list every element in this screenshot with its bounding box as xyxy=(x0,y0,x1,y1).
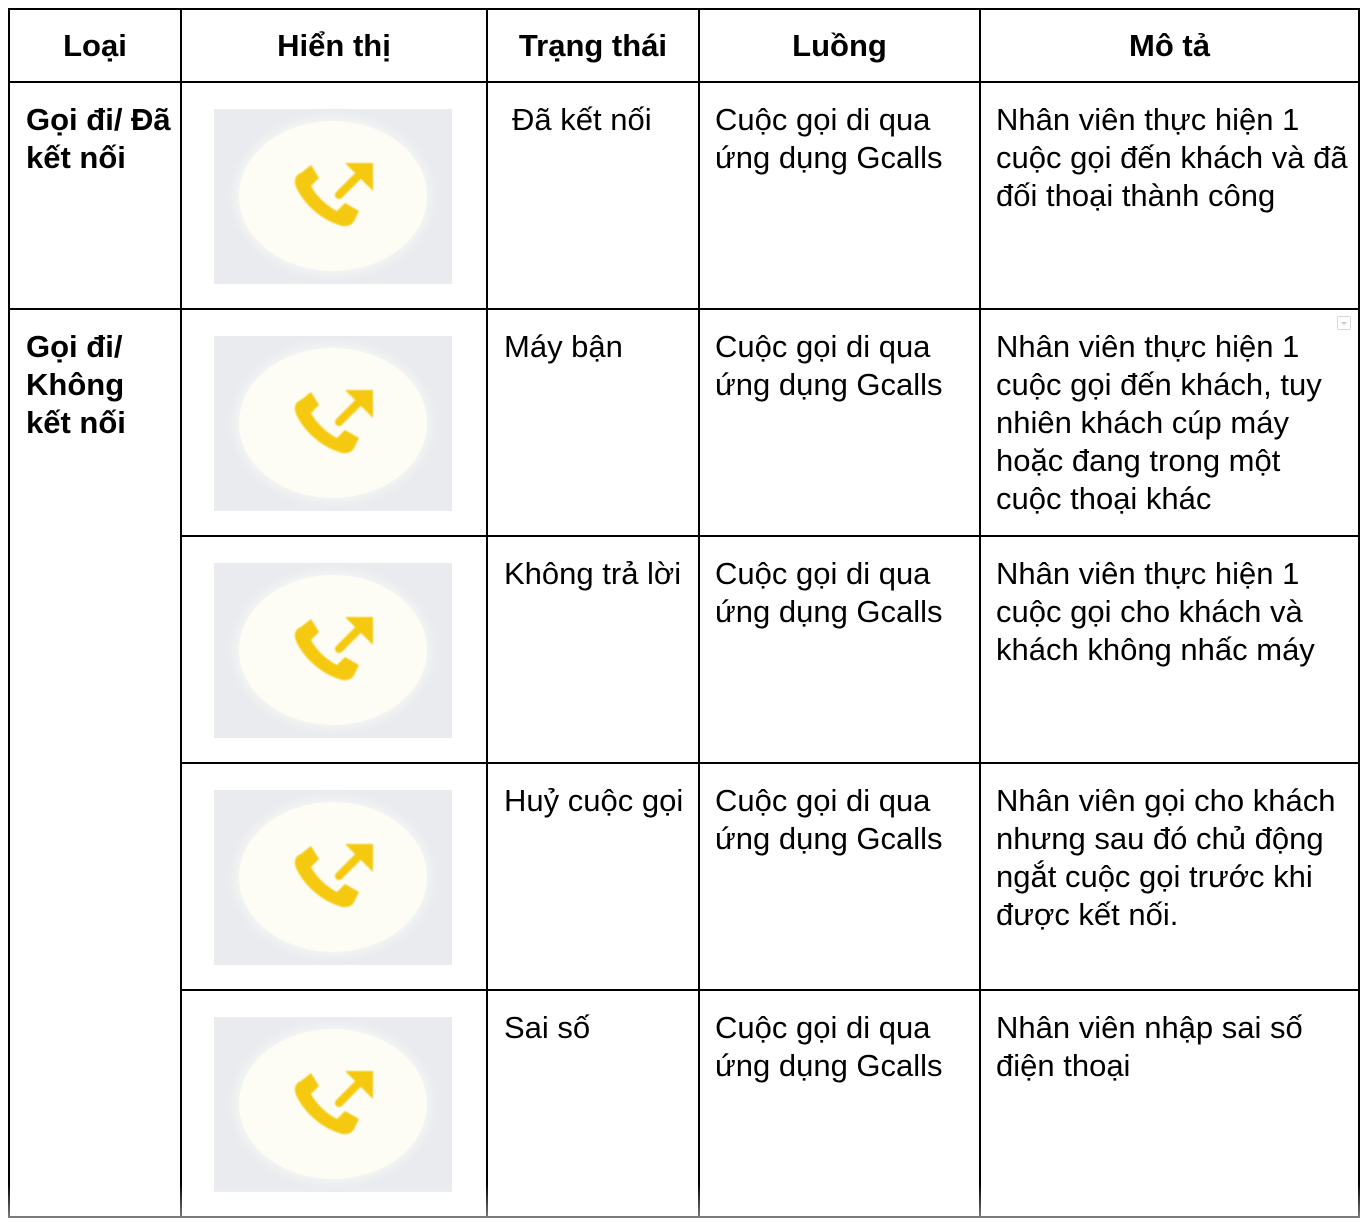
table-row xyxy=(9,309,1359,536)
icon-tile xyxy=(214,563,452,738)
icon-circle xyxy=(239,1029,427,1179)
icon-circle xyxy=(239,575,427,725)
header-display: Hiển thị xyxy=(181,9,487,82)
outgoing-call-icon xyxy=(289,159,379,233)
type-cell: Gọi đi/ Đã kết nối xyxy=(9,82,181,309)
display-cell xyxy=(181,309,487,536)
description-cell: Nhân viên gọi cho khách nhưng sau đó chủ động ngắt cuộc gọi trước khi được kết nối. xyxy=(980,763,1359,990)
header-status: Trạng thái xyxy=(487,9,699,82)
display-cell xyxy=(181,536,487,763)
header-row xyxy=(9,9,1359,82)
table-row xyxy=(9,763,1359,990)
flow-cell: Cuộc gọi di qua ứng dụng Gcalls xyxy=(699,990,980,1217)
status-cell: Huỷ cuộc gọi xyxy=(487,763,699,990)
description-cell: Nhân viên thực hiện 1 cuộc gọi đến khách và đã đối thoại thành công xyxy=(980,82,1359,309)
table-row xyxy=(9,990,1359,1217)
description-cell: Nhân viên nhập sai số điện thoại xyxy=(980,990,1359,1217)
icon-tile xyxy=(214,109,452,284)
display-cell xyxy=(181,82,487,309)
display-cell xyxy=(181,990,487,1217)
icon-tile xyxy=(214,336,452,511)
outgoing-call-icon xyxy=(289,613,379,687)
description-cell: Nhân viên thực hiện 1 cuộc gọi cho khách và khách không nhấc máy xyxy=(980,536,1359,763)
table-row xyxy=(9,536,1359,763)
status-cell: Máy bận xyxy=(487,309,699,536)
type-cell: Gọi đi/ Không kết nối xyxy=(9,309,181,1217)
cell-dropdown-marker xyxy=(1337,316,1351,330)
icon-tile xyxy=(214,790,452,965)
status-cell: Không trả lời xyxy=(487,536,699,763)
icon-circle xyxy=(239,348,427,498)
flow-cell: Cuộc gọi di qua ứng dụng Gcalls xyxy=(699,763,980,990)
flow-cell: Cuộc gọi di qua ứng dụng Gcalls xyxy=(699,536,980,763)
status-cell: Sai số xyxy=(487,990,699,1217)
table-row xyxy=(9,82,1359,309)
icon-circle xyxy=(239,121,427,271)
header-type: Loại xyxy=(9,9,181,82)
icon-circle xyxy=(239,802,427,952)
flow-cell: Cuộc gọi di qua ứng dụng Gcalls xyxy=(699,82,980,309)
flow-cell: Cuộc gọi di qua ứng dụng Gcalls xyxy=(699,309,980,536)
icon-tile xyxy=(214,1017,452,1192)
outgoing-call-icon xyxy=(289,386,379,460)
display-cell xyxy=(181,763,487,990)
header-description: Mô tả xyxy=(980,9,1359,82)
call-status-table xyxy=(8,8,1360,1218)
header-flow: Luồng xyxy=(699,9,980,82)
outgoing-call-icon xyxy=(289,840,379,914)
outgoing-call-icon xyxy=(289,1067,379,1141)
description-cell: Nhân viên thực hiện 1 cuộc gọi đến khách, tuy nhiên khách cúp máy hoặc đang trong một cuộc thoại khác xyxy=(980,309,1359,536)
status-cell: Đã kết nối xyxy=(487,82,699,309)
